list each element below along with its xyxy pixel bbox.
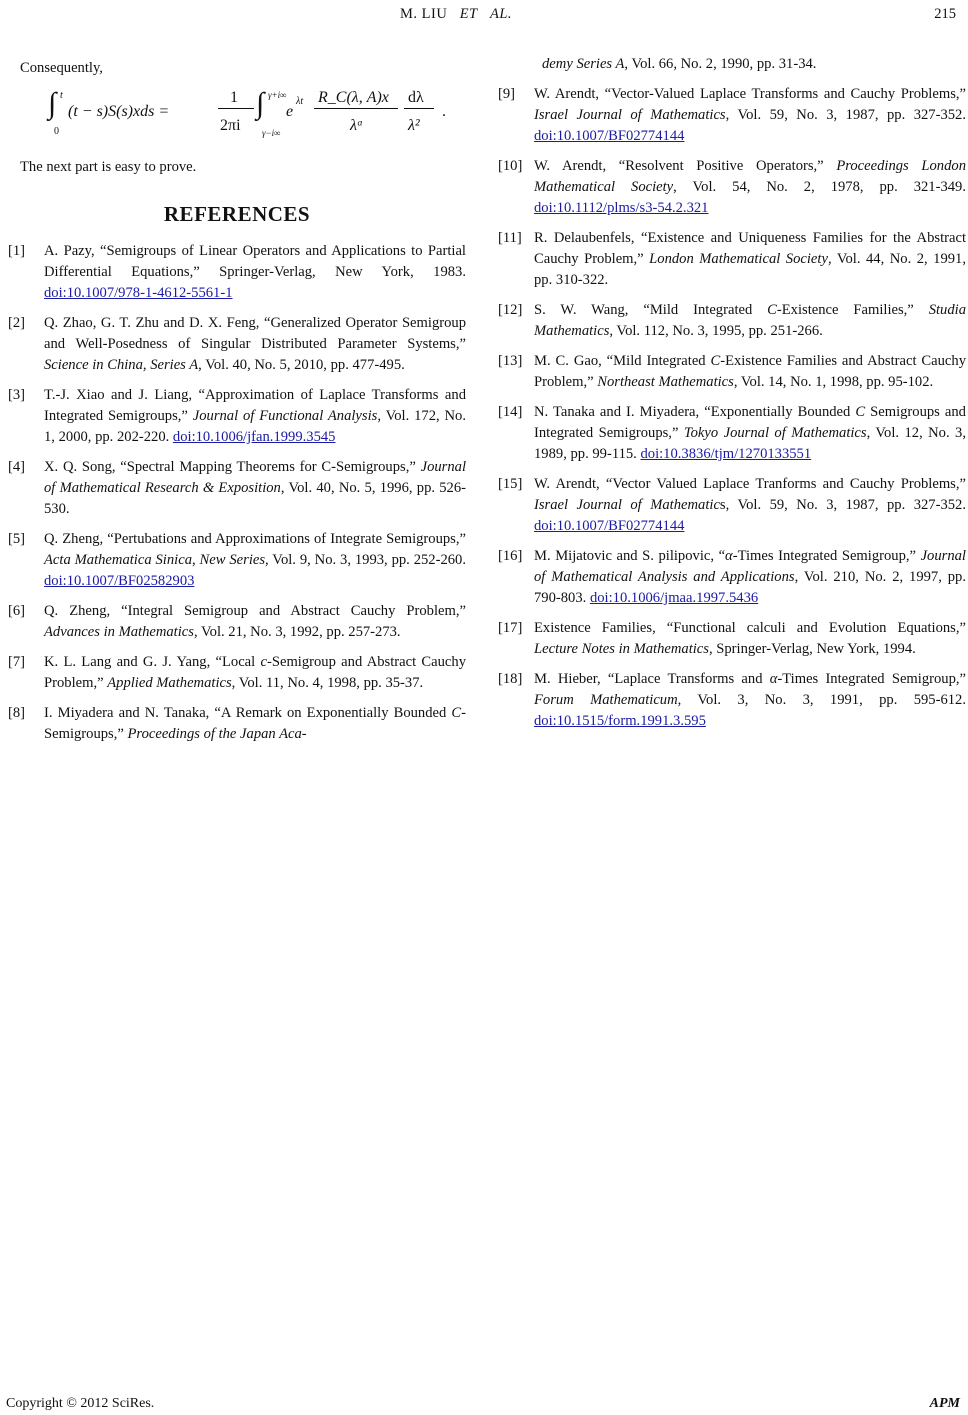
doi-link[interactable]: doi:10.1007/BF02582903 bbox=[44, 573, 195, 589]
integral-lower: 0 bbox=[54, 126, 59, 137]
reference-number: [7] bbox=[8, 654, 26, 670]
resolvent-denominator: λᵅ bbox=[350, 117, 364, 134]
integral-lower-2: γ−i∞ bbox=[262, 128, 281, 138]
reference-17 bbox=[498, 618, 966, 660]
reference-text: A. Pazy, “Semigroups of Linear Operators and Applications to Partial Differential Equations,” Springer-Verlag, New York, 1983. doi:10.1007/978-1-4612-5561-1 bbox=[44, 243, 466, 301]
equation-period: . bbox=[442, 103, 446, 120]
reference-text: N. Tanaka and I. Miyadera, “Exponentially Bounded C Semigroups and Integrated Semigroups,” Tokyo Journal of Mathematics, Vol. 12, No. 3, 1989, pp. 99-115. doi:10.3836/tjm/1270133551 bbox=[534, 404, 966, 462]
integral-upper-2: γ+i∞ bbox=[268, 90, 287, 100]
differential-denominator: λ² bbox=[408, 117, 420, 134]
reference-text: I. Miyadera and N. Tanaka, “A Remark on Exponentially Bounded C-Semigroups,” Proceedings of the Japan Aca- bbox=[44, 705, 466, 742]
reference-text: X. Q. Song, “Spectral Mapping Theorems for C-Semigroups,” Journal of Mathematical Research & Exposition, Vol. 40, No. 5, 1996, pp. 526-530. bbox=[44, 459, 466, 517]
reference-text: M. C. Gao, “Mild Integrated C-Existence Families and Abstract Cauchy Problem,” Northeast Mathematics, Vol. 14, No. 1, 1998, pp. 95-102. bbox=[534, 353, 966, 390]
reference-2 bbox=[8, 313, 466, 376]
reference-number: [16] bbox=[498, 548, 523, 564]
reference-14 bbox=[498, 402, 966, 465]
reference-text: S. W. Wang, “Mild Integrated C-Existence Families,” Studia Mathematics, Vol. 112, No. 3, 1995, pp. 251-266. bbox=[534, 302, 966, 339]
integral-sign-2: ∫ bbox=[256, 87, 265, 120]
reference-text: Existence Families, “Functional calculi and Evolution Equations,” Lecture Notes in Mathematics, Springer-Verlag, New York, 1994. bbox=[534, 620, 966, 657]
differential-bar bbox=[404, 108, 434, 109]
right-column bbox=[498, 54, 966, 741]
journal-abbreviation: APM bbox=[929, 1396, 960, 1411]
fraction-numerator: 1 bbox=[230, 89, 238, 106]
reference-number: [11] bbox=[498, 230, 522, 246]
reference-number: [10] bbox=[498, 158, 523, 174]
doi-link[interactable]: doi:10.1006/jfan.1999.3545 bbox=[172, 429, 336, 445]
reference-number: [14] bbox=[498, 404, 523, 420]
reference-15 bbox=[498, 474, 966, 537]
reference-text: K. L. Lang and G. J. Yang, “Local c-Semigroup and Abstract Cauchy Problem,” Applied Mathematics, Vol. 11, No. 4, 1998, pp. 35-37. bbox=[44, 654, 467, 691]
reference-7 bbox=[8, 652, 466, 694]
reference-9 bbox=[498, 84, 966, 147]
doi-link[interactable]: doi:10.1515/form.1991.3.595 bbox=[534, 713, 706, 729]
resolvent-bar bbox=[314, 108, 398, 109]
reference-number: [12] bbox=[498, 302, 523, 318]
reference-text: M. Mijatovic and S. pilipovic, “α-Times Integrated Semigroup,” Journal of Mathematical Analysis and Applications, Vol. 210, No. 2, 1997, pp. 790-803. doi:10.1006/jmaa.1997.5436 bbox=[534, 548, 966, 606]
doi-link[interactable]: doi:10.1007/978-1-4612-5561-1 bbox=[44, 285, 233, 301]
running-title: M. LIU ET AL. bbox=[400, 6, 513, 22]
reference-number: [5] bbox=[8, 531, 26, 547]
reference-12 bbox=[498, 300, 966, 342]
references-heading: REFERENCES bbox=[163, 202, 311, 226]
reference-text: W. Arendt, “Resolvent Positive Operators,” Proceedings London Mathematical Society, Vol. 54, No. 2, 1978, pp. 321-349. doi:10.1112/plms/s3-54.2.321 bbox=[534, 158, 967, 216]
reference-text: T.-J. Xiao and J. Liang, “Approximation of Laplace Transforms and Integrated Semigroups,” Journal of Functional Analysis, Vol. 172, No. 1, 2000, pp. 202-220. doi:10.1006/jfan.1999.3545 bbox=[44, 387, 466, 445]
resolvent-numerator: R_C(λ, A)x bbox=[318, 89, 389, 106]
doi-link[interactable]: doi:10.1007/BF02774144 bbox=[534, 518, 685, 534]
reference-number: [1] bbox=[8, 243, 26, 259]
doi-link[interactable]: doi:10.1006/jmaa.1997.5436 bbox=[589, 590, 759, 606]
reference-number: [8] bbox=[8, 705, 26, 721]
reference-11 bbox=[498, 228, 966, 291]
reference-text: R. Delaubenfels, “Existence and Uniqueness Families for the Abstract Cauchy Problem,” London Mathematical Society, Vol. 44, No. 2, 1991, pp. 310-322. bbox=[534, 230, 966, 288]
reference-number: [4] bbox=[8, 459, 26, 475]
reference-text: Q. Zheng, “Pertubations and Approximations of Integrate Semigroups,” Acta Mathematica Sinica, New Series, Vol. 9, No. 3, 1993, pp. 252-260. doi:10.1007/BF02582903 bbox=[44, 531, 466, 589]
doi-link[interactable]: doi:10.1112/plms/s3-54.2.321 bbox=[534, 200, 709, 216]
reference-text: W. Arendt, “Vector-Valued Laplace Transforms and Cauchy Problems,” Israel Journal of Mathematics, Vol. 59, No. 3, 1987, pp. 327-352. doi:10.1007/BF02774144 bbox=[534, 86, 966, 144]
page-number: 215 bbox=[934, 6, 956, 22]
reference-10 bbox=[498, 156, 966, 219]
copyright-notice: Copyright © 2012 SciRes. bbox=[6, 1396, 155, 1411]
reference-number: [13] bbox=[498, 353, 523, 369]
reference-number: [18] bbox=[498, 671, 523, 687]
fraction-bar bbox=[218, 108, 254, 109]
page-footer bbox=[0, 1396, 968, 1414]
reference-6 bbox=[8, 601, 466, 643]
reference-8-continued: demy Series A, Vol. 66, No. 2, 1990, pp. 31-34. bbox=[542, 56, 817, 72]
reference-number: [9] bbox=[498, 86, 516, 102]
reference-16 bbox=[498, 546, 966, 609]
integral-upper: t bbox=[60, 90, 63, 101]
next-part-text: The next part is easy to prove. bbox=[20, 159, 197, 175]
integral-sign: ∫ bbox=[48, 87, 57, 120]
differential-numerator: dλ bbox=[408, 89, 424, 106]
reference-1 bbox=[8, 241, 466, 304]
reference-text: M. Hieber, “Laplace Transforms and α-Times Integrated Semigroup,” Forum Mathematicum, Vol. 3, No. 3, 1991, pp. 595-612. doi:10.1515/form.1991.3.595 bbox=[534, 671, 966, 729]
reference-8 bbox=[8, 703, 466, 745]
exponential-sup: λt bbox=[296, 96, 304, 107]
reference-number: [6] bbox=[8, 603, 26, 619]
consequently-text: Consequently, bbox=[20, 60, 103, 76]
exponential-e: e bbox=[286, 103, 294, 120]
reference-number: [2] bbox=[8, 315, 26, 331]
reference-text: W. Arendt, “Vector Valued Laplace Tranforms and Cauchy Problems,” Israel Journal of Mathematics, Vol. 59, No. 3, 1987, pp. 327-352. doi:10.1007/BF02774144 bbox=[534, 476, 966, 534]
reference-5 bbox=[8, 529, 466, 592]
doi-link[interactable]: doi:10.3836/tjm/1270133551 bbox=[640, 446, 812, 462]
reference-number: [3] bbox=[8, 387, 26, 403]
reference-3 bbox=[8, 385, 466, 448]
reference-text: Q. Zheng, “Integral Semigroup and Abstract Cauchy Problem,” Advances in Mathematics, Vol. 21, No. 3, 1992, pp. 257-273. bbox=[44, 603, 466, 640]
integral-equation bbox=[24, 85, 466, 147]
integrand: (t − s)S(s)xds = bbox=[68, 103, 170, 120]
reference-4 bbox=[8, 457, 466, 520]
fraction-denominator: 2πi bbox=[220, 117, 241, 134]
running-header bbox=[0, 6, 968, 28]
reference-text: Q. Zhao, G. T. Zhu and D. X. Feng, “Generalized Operator Semigroup and Well-Posedness of Singular Distributed Parameter Systems,” Science in China, Series A, Vol. 40, No. 5, 2010, pp. 477-495. bbox=[44, 315, 466, 373]
left-column bbox=[8, 58, 466, 754]
reference-number: [17] bbox=[498, 620, 523, 636]
reference-number: [15] bbox=[498, 476, 523, 492]
reference-18 bbox=[498, 669, 966, 732]
reference-13 bbox=[498, 351, 966, 393]
doi-link[interactable]: doi:10.1007/BF02774144 bbox=[534, 128, 685, 144]
